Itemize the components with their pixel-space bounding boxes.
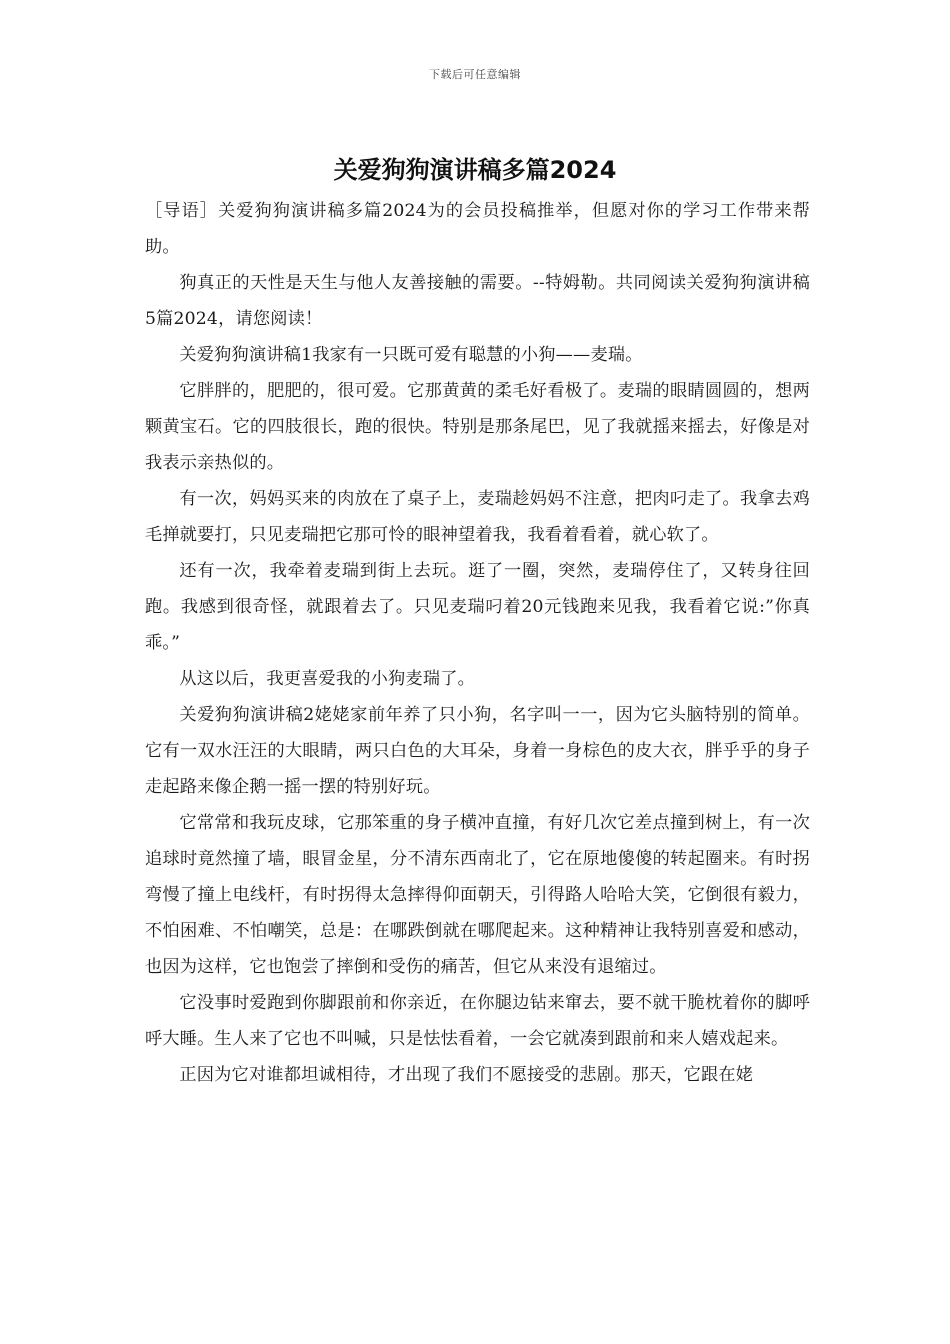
body-paragraph: 从这以后，我更喜爱我的小狗麦瑞了。	[179, 669, 475, 689]
document-title: 关爱狗狗演讲稿多篇2024	[333, 156, 617, 184]
body-paragraph: 它没事时爱跑到你脚跟前和你亲近，在你腿边钻来窜去，要不就干脆枕着你的脚呼呼大睡。生人来了它也不叫喊，只是怯怯看着，一会它就凑到跟前和来人嬉戏起来。	[145, 993, 810, 1049]
body-paragraph: 关爱狗狗演讲稿2姥姥家前年养了只小狗，名字叫一一，因为它头脑特别的简单。它有一双水汪汪的大眼睛，两只白色的大耳朵，身着一身棕色的皮大衣，胖乎乎的身子走起路来像企鹅一摇一摆的特别好玩。	[145, 705, 810, 797]
intro-paragraph: ［导语］关爱狗狗演讲稿多篇2024为的会员投稿推举，但愿对你的学习工作带来帮助。	[145, 201, 810, 257]
body-paragraph: 它常常和我玩皮球，它那笨重的身子横冲直撞，有好几次它差点撞到树上，有一次追球时竟然撞了墙，眼冒金星，分不清东西南北了，它在原地傻傻的转起圈来。有时拐弯慢了撞上电线杆，有时拐得太急摔得仰面朝天，引得路人哈哈大笑，它倒很有毅力，不怕困难、不怕嘲笑，总是：在哪跌倒就在哪爬起来。这种精神让我特别喜爱和感动，也因为这样，它也饱尝了摔倒和受伤的痛苦，但它从来没有退缩过。	[145, 813, 810, 977]
body-paragraph: 正因为它对谁都坦诚相待，才出现了我们不愿接受的悲剧。那天，它跟在姥	[179, 1065, 754, 1085]
page-header-note: 下载后可任意编辑	[429, 68, 521, 81]
body-paragraph: 狗真正的天性是天生与他人友善接触的需要。--特姆勒。共同阅读关爱狗狗演讲稿5篇2024，请您阅读！	[145, 273, 810, 329]
body-paragraph: 有一次，妈妈买来的肉放在了桌子上，麦瑞趁妈妈不注意，把肉叼走了。我拿去鸡毛掸就要打，只见麦瑞把它那可怜的眼神望着我，我看着看着，就心软了。	[145, 489, 810, 545]
document-body	[145, 193, 810, 1093]
body-paragraph: 关爱狗狗演讲稿1我家有一只既可爱有聪慧的小狗——麦瑞。	[179, 345, 643, 365]
body-paragraph: 它胖胖的，肥肥的，很可爱。它那黄黄的柔毛好看极了。麦瑞的眼睛圆圆的，想两颗黄宝石。它的四肢很长，跑的很快。特别是那条尾巴，见了我就摇来摇去，好像是对我表示亲热似的。	[145, 381, 810, 473]
body-paragraph: 还有一次，我牵着麦瑞到街上去玩。逛了一圈，突然，麦瑞停住了，又转身往回跑。我感到很奇怪，就跟着去了。只见麦瑞叼着20元钱跑来见我，我看着它说:”你真乖。”	[145, 561, 810, 653]
